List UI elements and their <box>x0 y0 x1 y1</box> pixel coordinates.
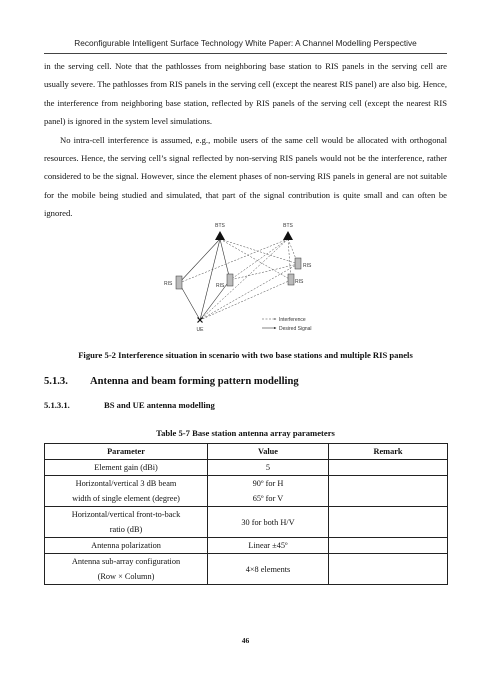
interference-path-bts1-ris3 <box>220 239 298 264</box>
desired-signal-paths <box>179 239 230 320</box>
table-caption: Table 5-7 Base station antenna array parameters <box>156 428 335 438</box>
ue-label: UE <box>196 327 204 333</box>
table-row <box>45 538 448 554</box>
bts-left-label: BTS <box>215 223 225 229</box>
cell-remark <box>329 507 448 538</box>
ris-panel-3-label: RIS <box>303 263 312 269</box>
bts-right-icon <box>283 231 293 240</box>
interference-figure <box>150 218 350 340</box>
cell-value-line: 4×8 elements <box>245 564 291 574</box>
interference-diagram <box>150 218 350 340</box>
cell-parameter-line: Antenna polarization <box>91 541 161 550</box>
bts-left-icon <box>215 231 225 240</box>
page-number: 46 <box>241 636 250 645</box>
interference-paths <box>179 239 298 320</box>
table-row <box>45 507 448 538</box>
cell-parameter-line: Horizontal/vertical front-to-back <box>71 510 181 519</box>
figure-legend <box>262 317 312 332</box>
body-text <box>44 57 447 223</box>
cell-parameter-line: width of single element (degree) <box>72 494 180 503</box>
paragraph-1: in the serving cell. Note that the pathlosses from neighboring base station to RIS panels in the serving cell are usually severe. The pathlosses from RIS panels in the serving cell (except the nearest RIS panel) are also big. Hence, the interference from neighboring base station, reflected by RIS panels of the serving cell (except the nearest RIS panel) is ignored in the system level simulations. <box>44 61 447 127</box>
paragraph-2: No intra-cell interference is assumed, e.g., mobile users of the same cell would be allocated with orthogonal resources. Hence, the serving cell’s signal reflected by non-serving RIS panels would not be the interference, rather considered to be the signal. However, since the element phases of non-serving RIS panels in general are not suitable for the mobile being studied and simulated, that part of the signal contribution is quite small and can often be ignored. <box>44 134 447 219</box>
cell-value-line: Linear ±45º <box>248 541 288 550</box>
interference-path-bts2-ris1 <box>179 239 288 283</box>
cell-parameter <box>45 507 208 538</box>
interference-path-ris3-ue <box>200 264 298 320</box>
table-header-row <box>45 444 448 460</box>
legend-interference-label: Interference <box>279 317 306 323</box>
cell-parameter <box>45 554 208 585</box>
section-heading <box>44 376 299 387</box>
desired-path-bts-ris1 <box>179 239 220 283</box>
cell-value <box>208 554 329 585</box>
cell-remark <box>329 460 448 476</box>
interference-path-bts2-ris2 <box>230 239 288 280</box>
table-row <box>45 460 448 476</box>
cell-value-line: 65º for V <box>252 494 284 503</box>
cell-remark <box>329 476 448 507</box>
ris-panel-4-icon <box>288 274 294 285</box>
interference-path-ris4-ue <box>200 280 291 320</box>
cell-value-line: 90º for H <box>252 479 284 488</box>
subsection-number: 5.1.3.1. <box>44 400 70 410</box>
ris-panel-4-label: RIS <box>295 279 304 285</box>
cell-parameter-line: (Row × Column) <box>97 572 155 581</box>
ris-panel-1-label: RIS <box>164 281 173 287</box>
cell-value <box>208 507 329 538</box>
cell-remark <box>329 538 448 554</box>
ris-panel-1-icon <box>176 276 182 289</box>
cell-value <box>208 538 329 554</box>
header-value: Value <box>208 444 329 460</box>
cell-parameter <box>45 460 208 476</box>
cell-parameter-line: ratio (dB) <box>109 525 143 534</box>
cell-value <box>208 460 329 476</box>
section-title: Antenna and beam forming pattern modelling <box>90 376 299 387</box>
cell-parameter-line: Element gain (dBi) <box>94 463 158 472</box>
bts-right-label: BTS <box>283 223 293 229</box>
cell-value-line: 5 <box>265 463 271 472</box>
ris-panel-2-icon <box>227 274 233 286</box>
desired-path-bts-ue <box>200 239 220 320</box>
interference-path-bts2-ue <box>200 239 288 320</box>
figure-caption: Figure 5-2 Interference situation in scenario with two base stations and multiple RIS panels <box>78 350 413 360</box>
ris-panel-2-label: RIS <box>216 283 225 289</box>
subsection-heading <box>44 400 215 410</box>
header-remark: Remark <box>329 444 448 460</box>
cell-parameter <box>45 476 208 507</box>
ue-icon <box>198 318 203 323</box>
desired-path-ris2-ue <box>200 280 230 320</box>
subsection-title: BS and UE antenna modelling <box>104 400 215 410</box>
legend-desired-label: Desired Signal <box>279 326 312 332</box>
table-row <box>45 554 448 585</box>
section-number: 5.1.3. <box>44 376 68 387</box>
running-header: Reconfigurable Intelligent Surface Technology White Paper: A Channel Modelling Perspective <box>74 38 417 48</box>
cell-parameter <box>45 538 208 554</box>
cell-value-line: 30 for both H/V <box>241 517 295 527</box>
table-row <box>45 476 448 507</box>
ris-panel-3-icon <box>295 258 301 269</box>
header-rule <box>44 53 447 54</box>
table-body <box>45 460 448 585</box>
cell-parameter-line: Horizontal/vertical 3 dB beam <box>75 479 177 488</box>
antenna-parameters-table <box>44 443 448 585</box>
cell-value <box>208 476 329 507</box>
header-parameter: Parameter <box>45 444 208 460</box>
cell-parameter-line: Antenna sub-array configuration <box>71 557 181 566</box>
cell-remark <box>329 554 448 585</box>
